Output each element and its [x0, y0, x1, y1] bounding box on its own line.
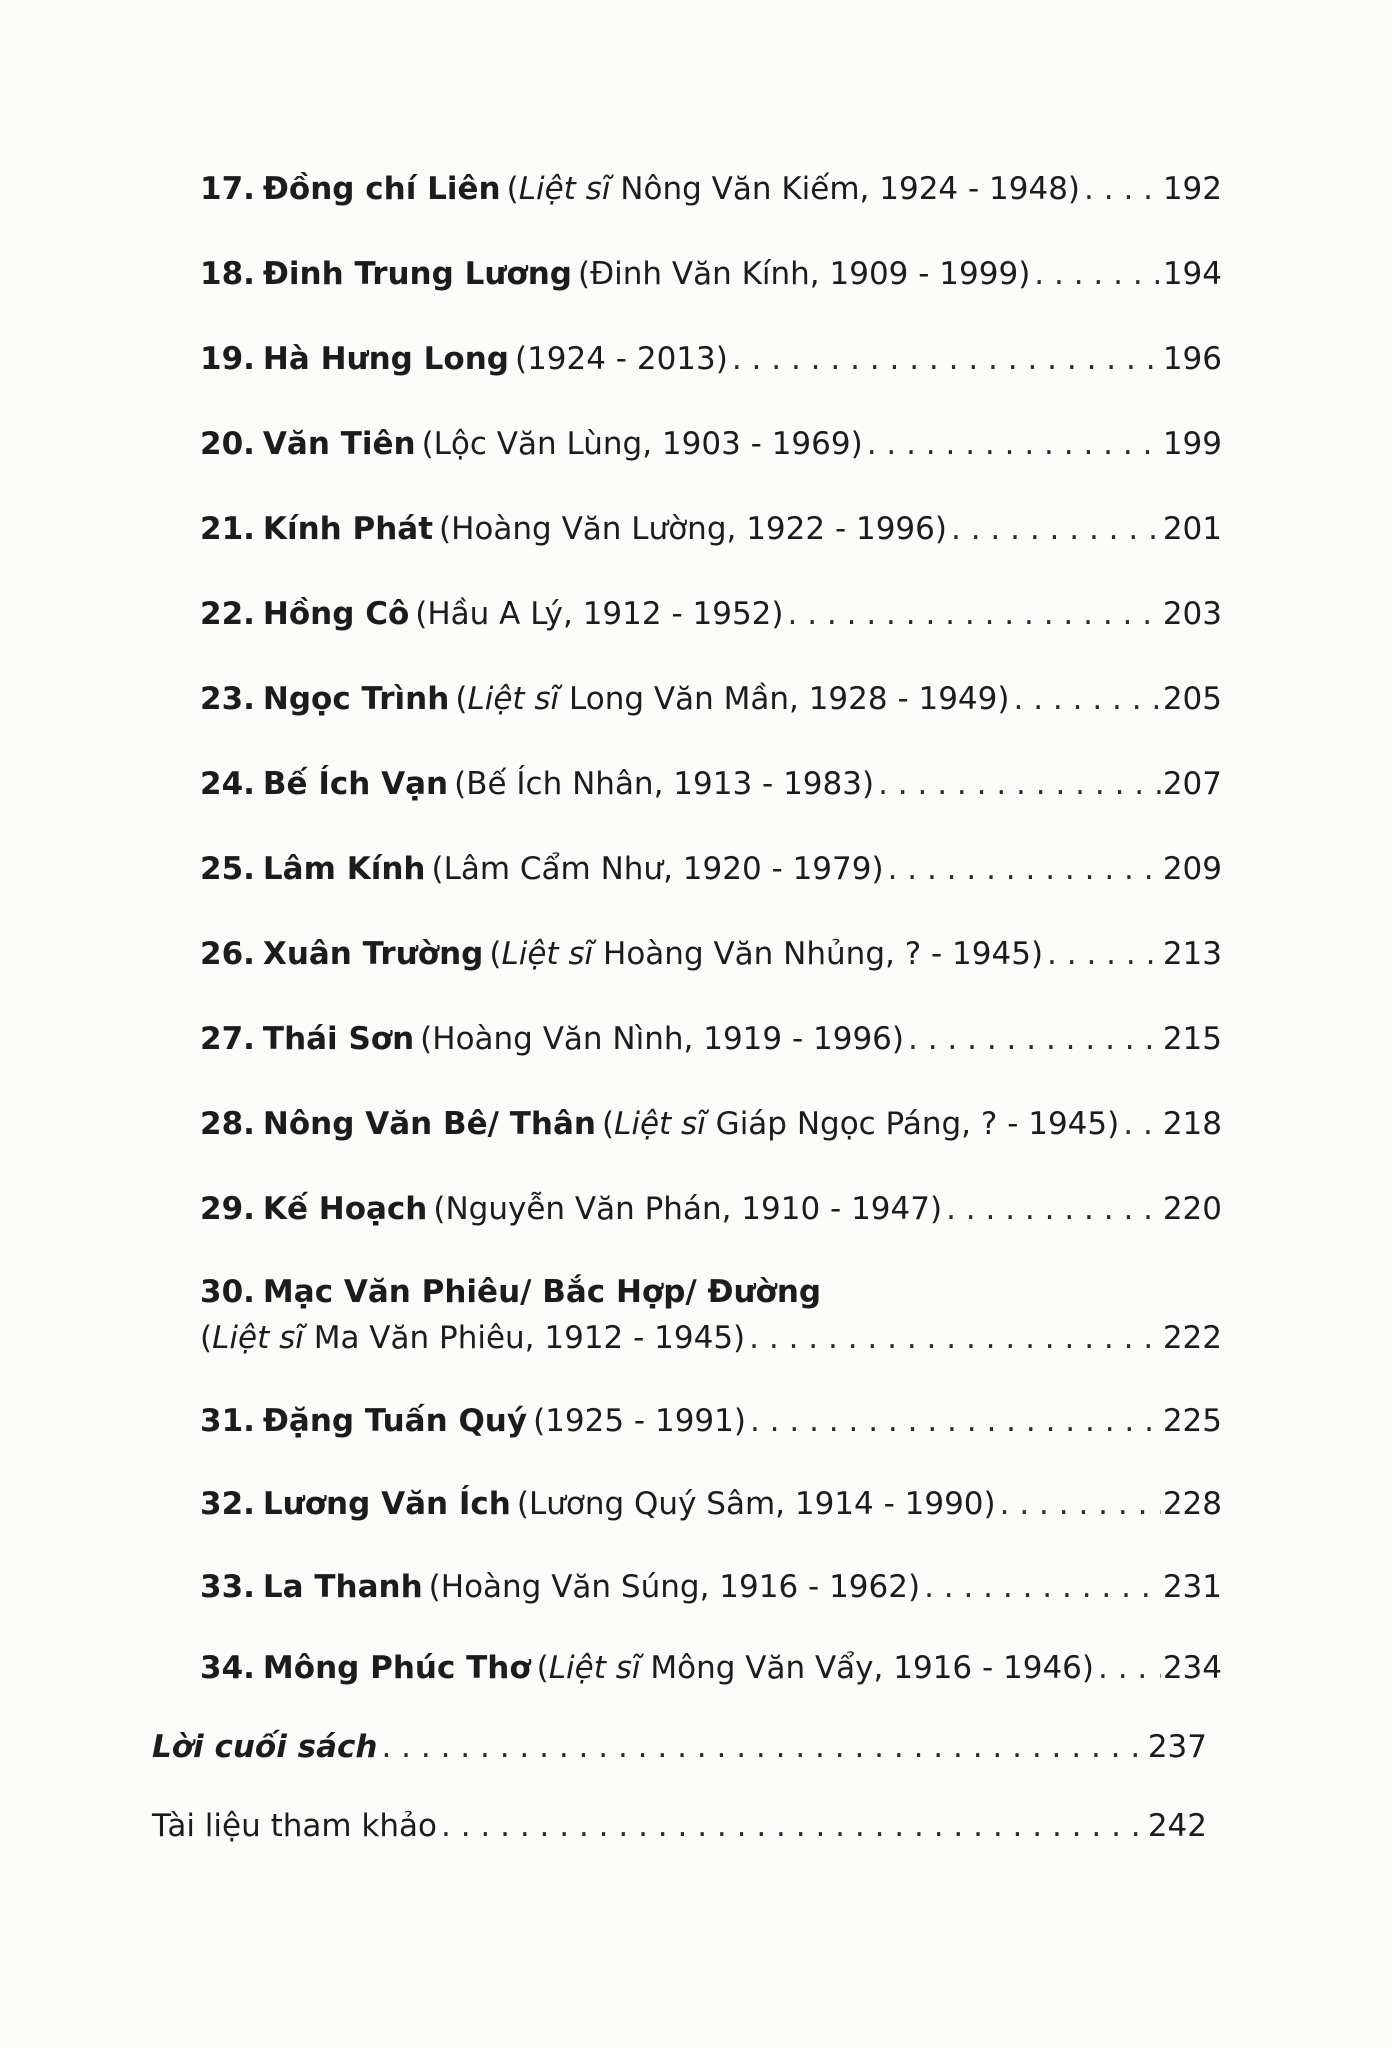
martyr-label: Liệt sĩ: [467, 681, 560, 717]
entry-subtitle: (Hoàng Văn Lường, 1922 - 1996): [439, 511, 947, 547]
entry-page: 196: [1162, 341, 1222, 377]
entry-number: 23.: [200, 681, 255, 717]
toc-entry: [200, 1648, 1222, 1688]
entry-title: La Thanh: [262, 1569, 423, 1605]
entry-subtitle: (Liệt sĩ Mông Văn Vẩy, 1916 - 1946): [536, 1650, 1094, 1686]
entry-subtitle: (Nguyễn Văn Phán, 1910 - 1947): [433, 1191, 943, 1227]
entry-title: Ngọc Trình: [262, 681, 450, 717]
entry-page: 218: [1162, 1106, 1222, 1142]
toc-entry: [200, 1401, 1222, 1441]
entry-page: 215: [1162, 1021, 1222, 1057]
martyr-label: Liệt sĩ: [518, 171, 611, 207]
entry-page: 222: [1162, 1320, 1222, 1356]
entry-number: 18.: [200, 256, 255, 292]
entry-number: 24.: [200, 766, 255, 802]
entry-title: Kế Hoạch: [262, 1191, 428, 1227]
entry-page: 207: [1162, 766, 1222, 802]
entry-subtitle: (Lương Quý Sâm, 1914 - 1990): [516, 1486, 996, 1522]
entry-number: 34.: [200, 1650, 255, 1686]
entry-number: 21.: [200, 511, 255, 547]
entry-page: 228: [1162, 1486, 1222, 1522]
toc-entry-references: [152, 1806, 1207, 1846]
dot-leader: [888, 849, 1161, 889]
martyr-label: Liệt sĩ: [614, 1106, 706, 1142]
toc-entry: [200, 764, 1222, 804]
toc-entry: [200, 169, 1222, 209]
entry-subtitle: (Bế Ích Nhân, 1913 - 1983): [454, 766, 875, 802]
entry-title: Xuân Trường: [262, 936, 484, 972]
toc-entry: [200, 254, 1222, 294]
toc-entry-afterword: [152, 1727, 1207, 1767]
entry-number: 29.: [200, 1191, 255, 1227]
entry-page: 234: [1162, 1650, 1222, 1686]
entry-subtitle: (1924 - 2013): [514, 341, 728, 377]
entry-number: 30.: [200, 1274, 255, 1310]
entry-title: Mông Phúc Thơ: [262, 1650, 531, 1686]
entry-title: Hà Hưng Long: [262, 341, 509, 377]
toc-entry: [200, 424, 1222, 464]
dot-leader: [750, 1401, 1161, 1441]
entry-title: Kính Phát: [262, 511, 434, 547]
dot-leader: [1000, 1484, 1161, 1524]
dot-leader: [924, 1567, 1161, 1607]
entry-title: Thái Sơn: [262, 1021, 415, 1057]
entry-title: Đinh Trung Lương: [262, 256, 572, 292]
entry-title: Nông Văn Bê/ Thân: [262, 1106, 596, 1142]
dot-leader: [1123, 1104, 1161, 1144]
entry-page: 192: [1162, 171, 1222, 207]
toc-entry: [200, 1104, 1222, 1144]
dot-leader: [1098, 1648, 1161, 1688]
entry-page: 237: [1147, 1729, 1207, 1765]
entry-title: Lâm Kính: [262, 851, 426, 887]
entry-page: 231: [1162, 1569, 1222, 1605]
dot-leader: [867, 424, 1161, 464]
entry-page: 242: [1147, 1808, 1207, 1844]
dot-leader: [1013, 679, 1160, 719]
toc-entry: [200, 849, 1222, 889]
entry-page: 209: [1162, 851, 1222, 887]
entry-title: Đặng Tuấn Quý: [262, 1403, 528, 1439]
entry-title: Bế Ích Vạn: [262, 766, 449, 802]
entry-page: 225: [1162, 1403, 1222, 1439]
entry-number: 22.: [200, 596, 255, 632]
entry-number: 33.: [200, 1569, 255, 1605]
entry-subtitle: (Hầu A Lý, 1912 - 1952): [415, 596, 784, 632]
entry-title: Đồng chí Liên: [262, 171, 501, 207]
entry-number: 27.: [200, 1021, 255, 1057]
entry-number: 28.: [200, 1106, 255, 1142]
entry-number: 17.: [200, 171, 255, 207]
dot-leader: [908, 1019, 1161, 1059]
entry-number: 19.: [200, 341, 255, 377]
entry-page: 194: [1162, 256, 1222, 292]
toc-entry: [200, 679, 1222, 719]
martyr-label: Liệt sĩ: [501, 936, 594, 972]
entry-number: 25.: [200, 851, 255, 887]
dot-leader: [951, 509, 1161, 549]
dot-leader: [787, 594, 1160, 634]
toc-entry: [200, 509, 1222, 549]
entry-title: Hồng Cô: [262, 596, 410, 632]
afterword-title: Lời cuối sách: [152, 1729, 378, 1765]
entry-number: 32.: [200, 1486, 255, 1522]
entry-title: Lương Văn Ích: [262, 1486, 511, 1522]
toc-entry: [200, 1019, 1222, 1059]
entry-number: 26.: [200, 936, 255, 972]
entry-page: 213: [1162, 936, 1222, 972]
toc-entry: [200, 1272, 1222, 1358]
martyr-label: Liệt sĩ: [212, 1320, 304, 1356]
toc-entry: [200, 594, 1222, 634]
toc-entry: [200, 339, 1222, 379]
entry-number: 31.: [200, 1403, 255, 1439]
entry-subtitle: (1925 - 1991): [533, 1403, 746, 1439]
entry-page: 220: [1162, 1191, 1222, 1227]
toc-entry: [200, 1567, 1222, 1607]
references-title: Tài liệu tham khảo: [152, 1808, 437, 1844]
entry-page: 205: [1162, 681, 1222, 717]
toc-entry: [200, 934, 1222, 974]
dot-leader: [1084, 169, 1161, 209]
entry-title: Văn Tiên: [262, 426, 416, 462]
dot-leader: [441, 1806, 1146, 1846]
entry-page: 199: [1162, 426, 1222, 462]
entry-subtitle: (Liệt sĩ Long Văn Mần, 1928 - 1949): [455, 681, 1010, 717]
entry-subtitle: (Hoàng Văn Nình, 1919 - 1996): [420, 1021, 905, 1057]
entry-subtitle: (Lộc Văn Lùng, 1903 - 1969): [421, 426, 863, 462]
entry-subtitle: (Lâm Cẩm Như, 1920 - 1979): [431, 851, 884, 887]
entry-subtitle: (Hoàng Văn Súng, 1916 - 1962): [428, 1569, 921, 1605]
dot-leader: [749, 1318, 1161, 1358]
toc-entry: [200, 1189, 1222, 1229]
entry-title: Mạc Văn Phiêu/ Bắc Hợp/ Đường: [262, 1274, 822, 1310]
dot-leader: [946, 1189, 1161, 1229]
entry-subtitle: (Đinh Văn Kính, 1909 - 1999): [577, 256, 1031, 292]
dot-leader: [732, 339, 1161, 379]
dot-leader: [1034, 254, 1161, 294]
entry-page: 201: [1162, 511, 1222, 547]
entry-page: 203: [1162, 596, 1222, 632]
entry-number: 20.: [200, 426, 255, 462]
dot-leader: [878, 764, 1161, 804]
entry-subtitle: (Liệt sĩ Hoàng Văn Nhủng, ? - 1945): [489, 936, 1044, 972]
entry-subtitle: (Liệt sĩ Nông Văn Kiếm, 1924 - 1948): [506, 171, 1081, 207]
toc-entry: [200, 1484, 1222, 1524]
entry-subtitle: (Liệt sĩ Ma Văn Phiêu, 1912 - 1945): [200, 1320, 746, 1356]
entry-subtitle: (Liệt sĩ Giáp Ngọc Páng, ? - 1945): [601, 1106, 1120, 1142]
martyr-label: Liệt sĩ: [548, 1650, 641, 1686]
dot-leader: [1047, 934, 1161, 974]
dot-leader: [381, 1727, 1145, 1767]
